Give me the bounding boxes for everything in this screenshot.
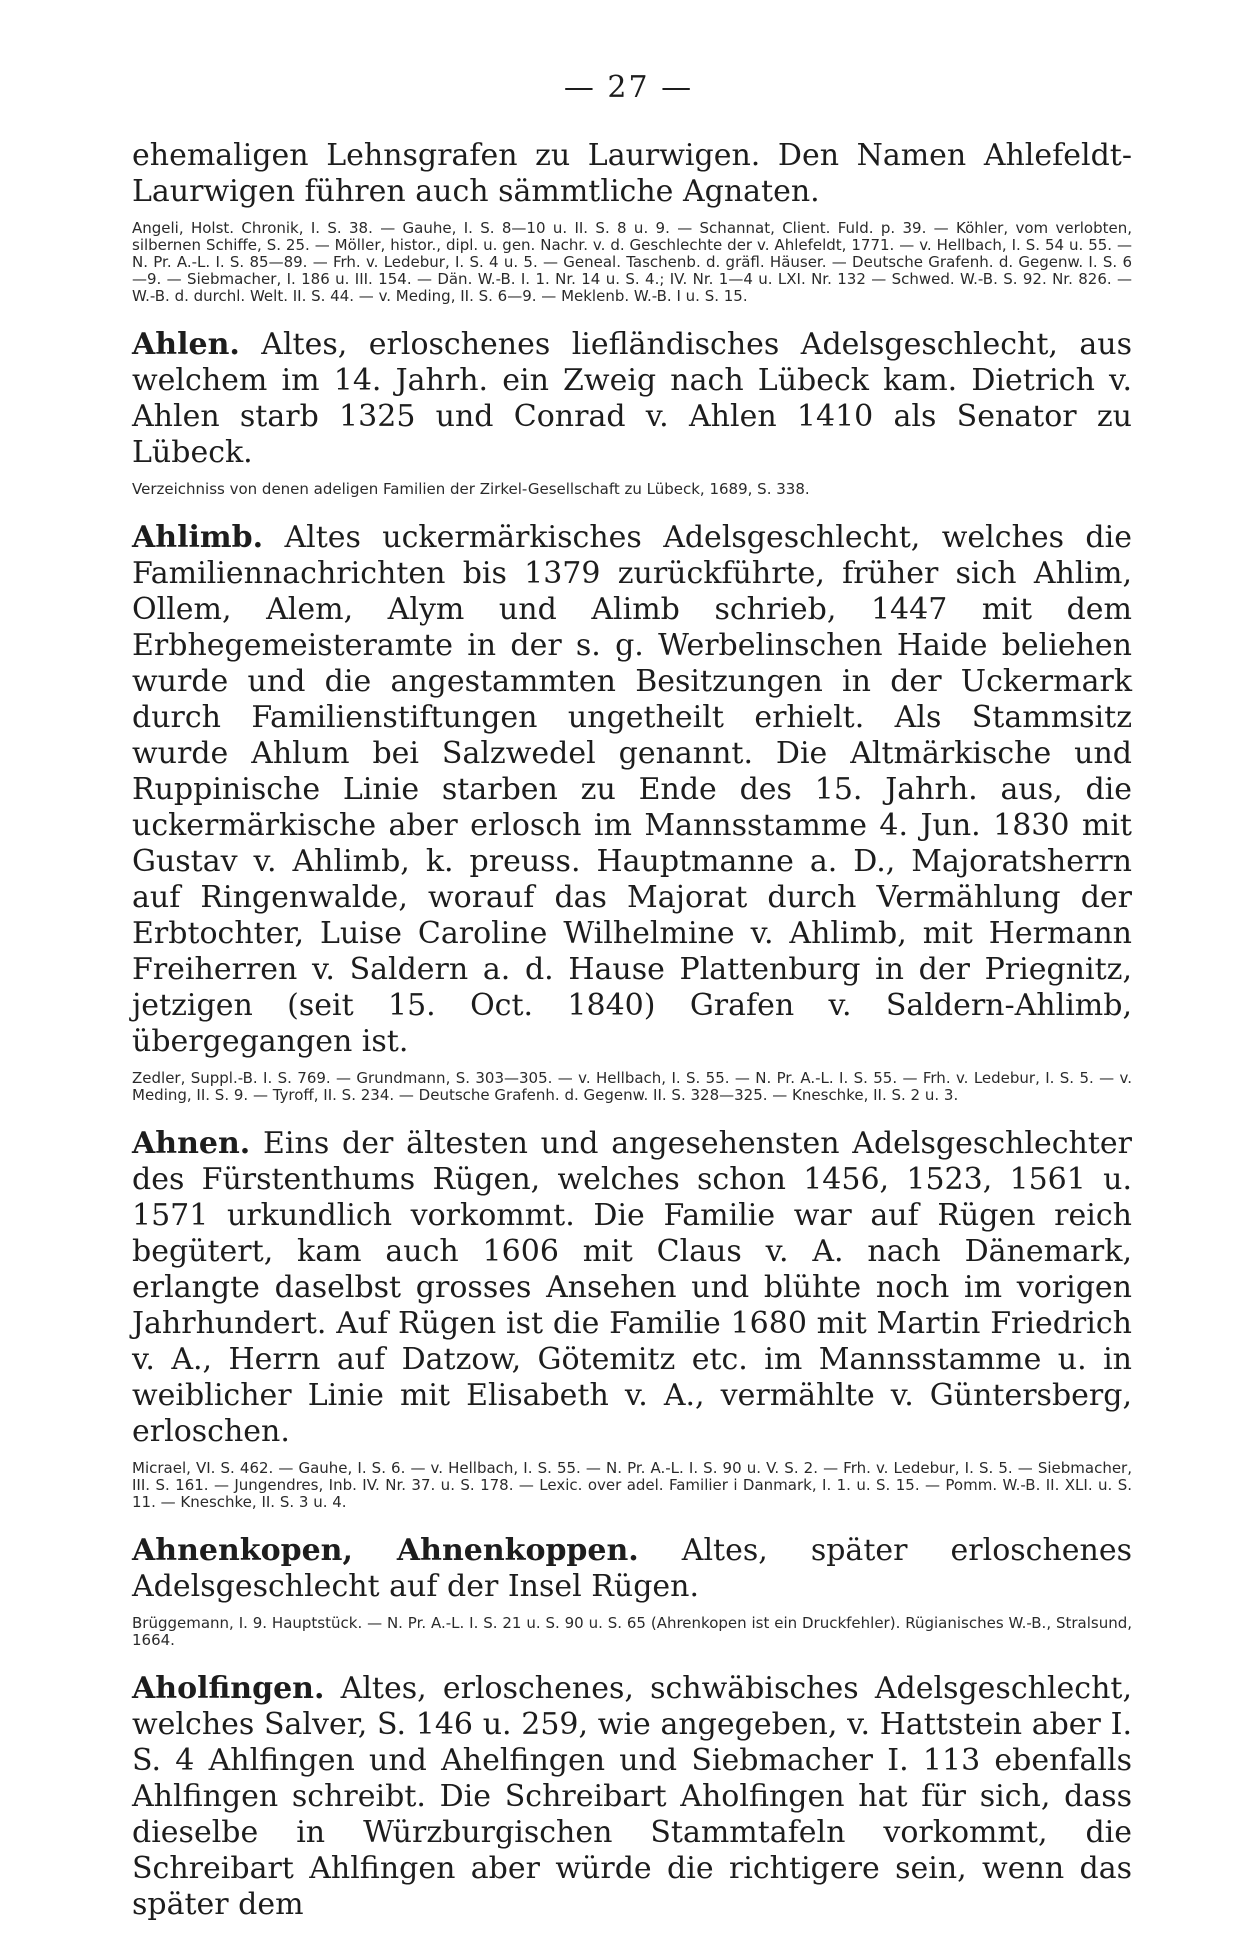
page-text [132, 138, 1132, 1929]
entry-heading: Ahnen. [132, 1126, 251, 1161]
entry-text: Altes, erloschenes, schwäbisches Adelsgeschlecht, welches Salver, S. 146 u. 259, wie angegeben, v. Hattstein aber I. S. 4 Ahlfingen und Ahelfingen und Siebmacher I. 113 ebenfalls Ahlfingen schreibt. Die Schreibart Aholfingen hat für sich, dass dieselbe in Würzburgischen Stammtafeln vorkommt, die Schreibart Ahlfingen aber würde die richtigere sein, wenn das später dem [132, 1671, 1133, 1922]
entry-references: Angeli, Holst. Chronik, I. S. 38. — Gauhe, I. S. 8—10 u. II. S. 8 u. 9. — Schannat, Client. Fuld. p. 39. — Köhler, vom verlobten, silbernen Schiffe, S. 25. — Möller, histor., dipl. u. gen. Nachr. v. d. Geschlechte der v. Ahlefeldt, 1771. — v. Hellbach, I. S. 54 u. 55. — N. Pr. A.-L. I. S. 85—89. — Frh. v. Ledebur, I. S. 4 u. 5. — Geneal. Taschenb. d. gräfl. Häuser. — Deutsche Grafenh. d. Gegenw. I. S. 6—9. — Siebmacher, I. 186 u. III. 154. — Dän. W.-B. I. 1. Nr. 14 u. S. 4.; IV. Nr. 1—4 u. LXI. Nr. 132 — Schwed. W.-B. S. 92. Nr. 826. — W.-B. d. durchl. Welt. II. S. 44. — v. Meding, II. S. 6—9. — Meklenb. W.-B. I u. S. 15. [132, 219, 1132, 305]
entry-ahnenkopen [132, 1533, 1132, 1605]
entry-heading: Ahlimb. [132, 520, 264, 555]
entry-aholfingen [132, 1671, 1132, 1923]
entry-ahnen [132, 1126, 1132, 1450]
entry-text: Eins der ältesten und angesehensten Adelsgeschlechter des Fürstenthums Rügen, welches schon 1456, 1523, 1561 u. 1571 urkundlich vorkommt. Die Familie war auf Rügen reich begütert, kam auch 1606 mit Claus v. A. nach Dänemark, erlangte daselbst grosses Ansehen und blühte noch im vorigen Jahrhundert. Auf Rügen ist die Familie 1680 mit Martin Friedrich v. A., Herrn auf Datzow, Götemitz etc. im Mannsstamme u. in weiblicher Linie mit Elisabeth v. A., vermählte v. Güntersberg, erloschen. [132, 1126, 1132, 1449]
entry-text: Altes uckermärkisches Adelsgeschlecht, welches die Familiennachrichten bis 1379 zurückführte, früher sich Ahlim, Ollem, Alem, Alym und Alimb schrieb, 1447 mit dem Erbhegemeisteramte in der s. g. Werbelinschen Haide beliehen wurde und die angestammten Besitzungen in der Uckermark durch Familienstiftungen ungetheilt erhielt. Als Stammsitz wurde Ahlum bei Salzwedel genannt. Die Altmärkische und Ruppinische Linie starben zu Ende des 15. Jahrh. aus, die uckermärkische aber erlosch im Mannsstamme 4. Jun. 1830 mit Gustav v. Ahlimb, k. preuss. Hauptmanne a. D., Majoratsherrn auf Ringenwalde, worauf das Majorat durch Vermählung der Erbtochter, Luise Caroline Wilhelmine v. Ahlimb, mit Hermann Freiherren v. Saldern a. d. Hause Plattenburg in der Priegnitz, jetzigen (seit 15. Oct. 1840) Grafen v. Saldern-Ahlimb, übergegangen ist. [132, 520, 1132, 1059]
entry-references: Brüggemann, I. 9. Hauptstück. — N. Pr. A.-L. I. S. 21 u. S. 90 u. S. 65 (Ahrenkopen ist ein Druckfehler). Rügianisches W.-B., Stralsund, 1664. [132, 1614, 1132, 1649]
entry-references: Verzeichniss von denen adeligen Familien der Zirkel-Gesellschaft zu Lübeck, 1689, S. 338. [132, 480, 810, 498]
page-number: — 27 — [563, 70, 694, 105]
entry-heading: Aholfingen. [132, 1671, 325, 1706]
entry-references: Micrael, VI. S. 462. — Gauhe, I. S. 6. — v. Hellbach, I. S. 55. — N. Pr. A.-L. I. S. 90 u. V. S. 2. — Frh. v. Ledebur, I. S. 5. — Siebmacher, III. S. 161. — Jungendres, Inb. IV. Nr. 37. u. S. 178. — Lexic. over adel. Familier i Danmark, I. 1. u. S. 15. — Pomm. W.-B. II. XLI. u. S. 11. — Kneschke, II. S. 3 u. 4. [132, 1459, 1132, 1511]
entry-ahlefeldt-continuation [132, 138, 1132, 210]
entry-ahlimb [132, 520, 1132, 1060]
entry-heading: Ahnenkopen, Ahnenkoppen. [132, 1533, 639, 1568]
entry-ahlen [132, 327, 1132, 471]
entry-heading: Ahlen. [132, 327, 240, 362]
entry-references: Zedler, Suppl.-B. I. S. 769. — Grundmann, S. 303—305. — v. Hellbach, I. S. 55. — N. Pr. A.-L. I. S. 55. — Frh. v. Ledebur, I. S. 5. — v. Meding, II. S. 9. — Tyroff, II. S. 234. — Deutsche Grafenh. d. Gegenw. II. S. 328—325. — Kneschke, II. S. 2 u. 3. [132, 1069, 1132, 1104]
entry-text: ehemaligen Lehnsgrafen zu Laurwigen. Den Namen Ahlefeldt-Laurwigen führen auch sämmtliche Agnaten. [132, 138, 1132, 209]
entry-text: Altes, erloschenes liefländisches Adelsgeschlecht, aus welchem im 14. Jahrh. ein Zweig nach Lübeck kam. Dietrich v. Ahlen starb 1325 und Conrad v. Ahlen 1410 als Senator zu Lübeck. [132, 327, 1132, 470]
entry-text: Altes, später erloschenes Adelsgeschlecht auf der Insel Rügen. [132, 1533, 1132, 1604]
